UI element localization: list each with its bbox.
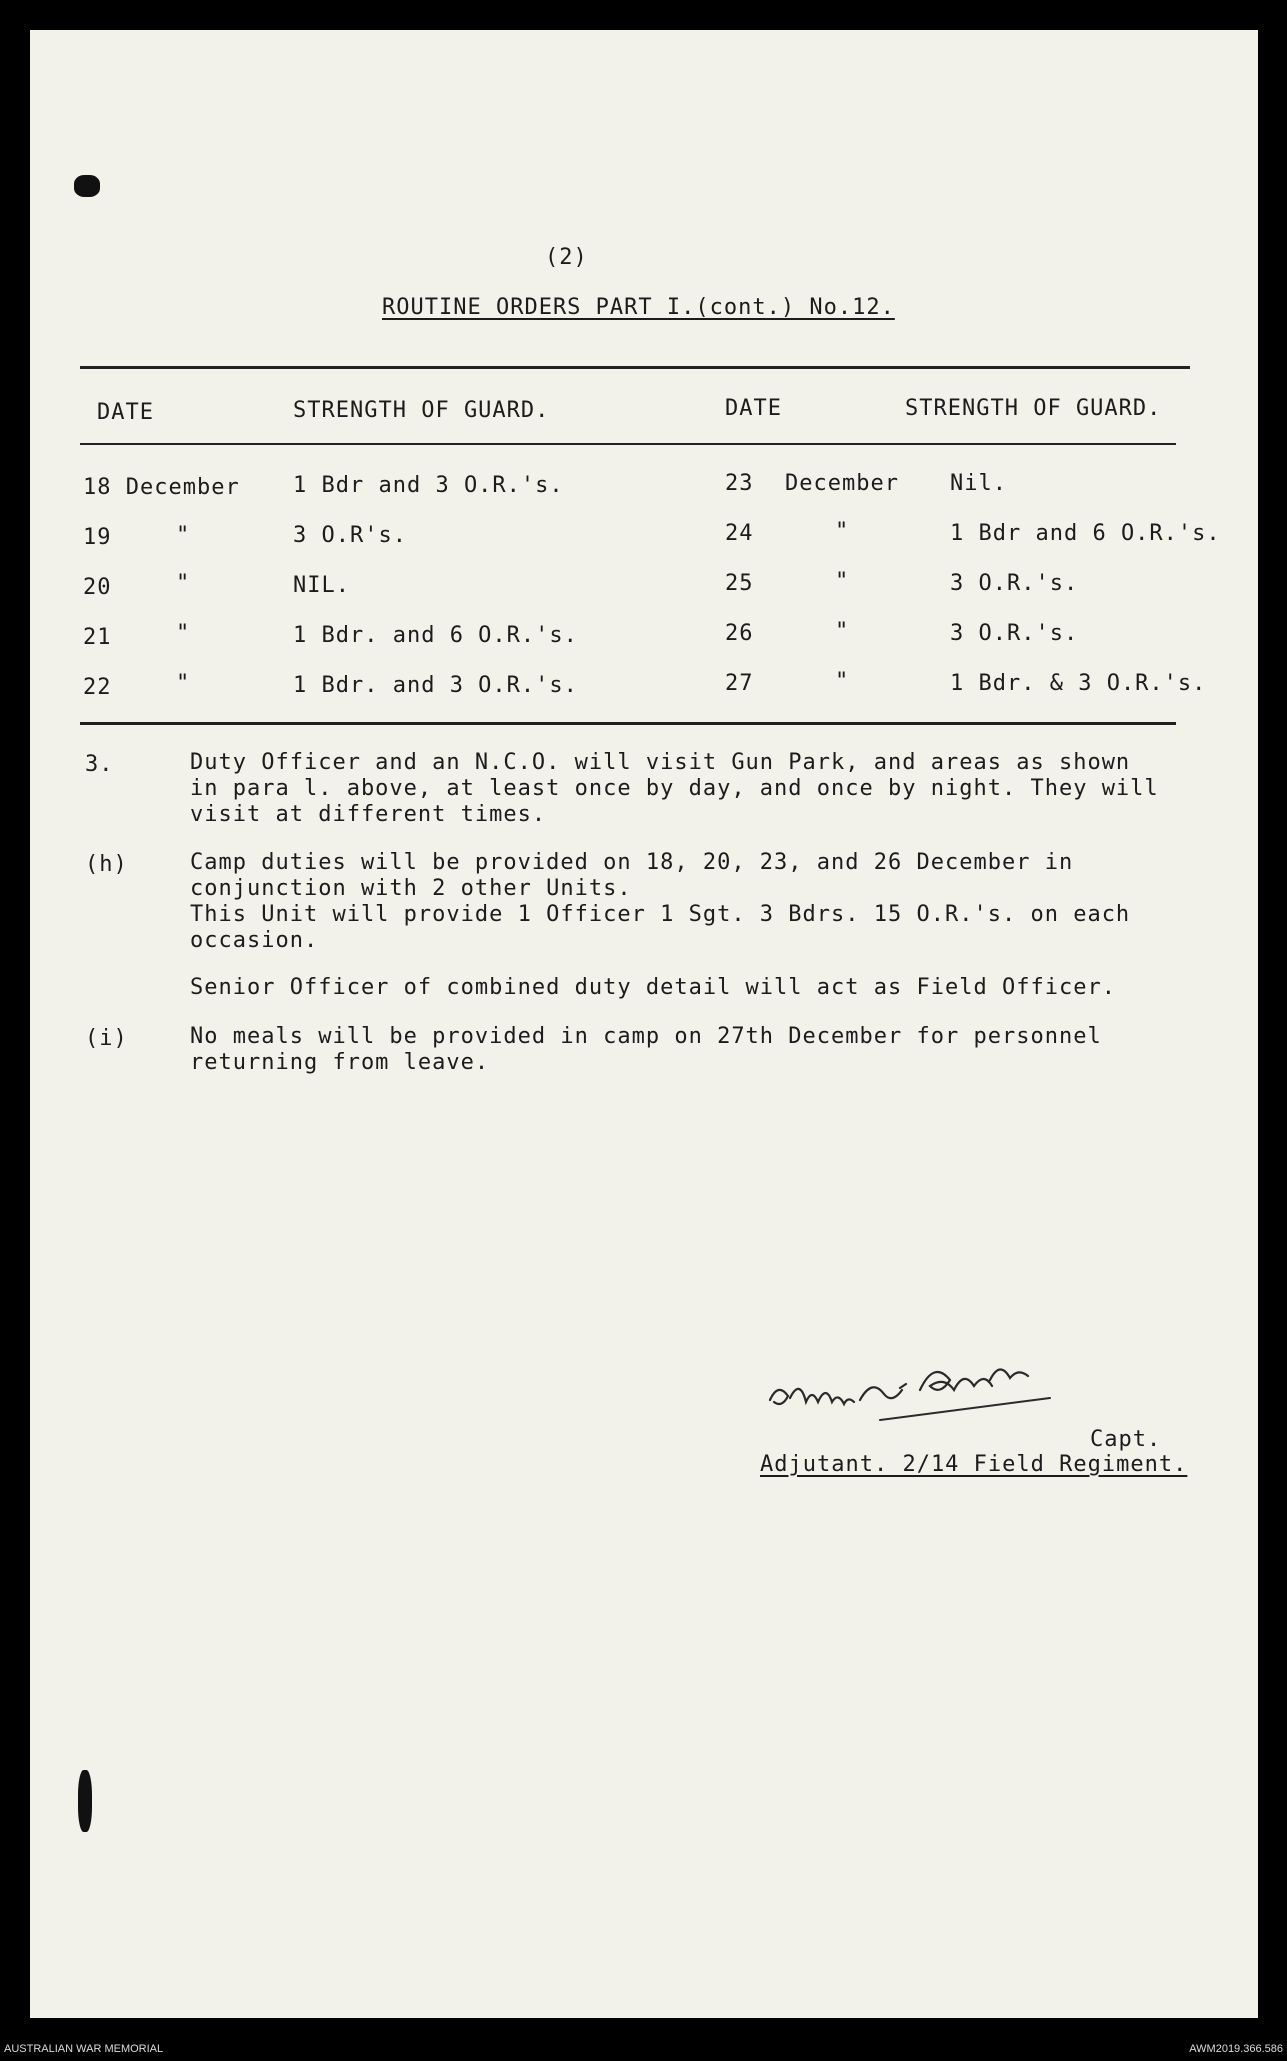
table-row: 21 (83, 625, 112, 650)
table-top-rule (80, 366, 1190, 369)
table-row: " (835, 619, 850, 644)
table-header-rule (80, 443, 1176, 445)
paragraph-label: 3. (85, 752, 114, 777)
table-row: 20 (83, 575, 112, 600)
table-row: December (785, 471, 899, 496)
paragraph-text: Duty Officer and an N.C.O. will visit Gun Park, and areas as shown in para l. above, at least once by day, and once by night. They will visit at different times. (190, 750, 1159, 827)
table-row: 1 Bdr and 6 O.R.'s. (950, 521, 1221, 546)
footer-archive-name: AUSTRALIAN WAR MEMORIAL (4, 2043, 164, 2055)
table-row: 1 Bdr. and 6 O.R.'s. (293, 623, 578, 648)
paragraph-label: (h) (85, 852, 128, 877)
table-row: " (176, 571, 191, 596)
table-row: " (176, 621, 191, 646)
table-row: 23 (725, 471, 754, 496)
paragraph-text: Camp duties will be provided on 18, 20, 23, and 26 December in conjunction with 2 other Units. This Unit will provide 1 Officer 1 Sgt. 3 Bdrs. 15 O.R.'s. on each occasion. (190, 850, 1131, 953)
table-row: 27 (725, 671, 754, 696)
table-row: " (835, 569, 850, 594)
table-row: 1 Bdr. & 3 O.R.'s. (950, 671, 1207, 696)
paragraph-text: Senior Officer of combined duty detail will act as Field Officer. (190, 975, 1116, 1000)
paragraph-text: No meals will be provided in camp on 27th December for personnel returning from leave. (190, 1024, 1102, 1075)
paragraph-label: (i) (85, 1026, 128, 1051)
signatory-rank: Capt. (1090, 1427, 1162, 1452)
table-header-strength-2: STRENGTH OF GUARD. (905, 396, 1162, 421)
page-number: (2) (545, 245, 588, 270)
table-row: 3 O.R's. (293, 523, 407, 548)
table-header-strength-1: STRENGTH OF GUARD. (293, 398, 550, 423)
table-header-date-1: DATE (97, 400, 154, 425)
table-row: " (835, 519, 850, 544)
table-row: 1 Bdr and 3 O.R.'s. (293, 473, 564, 498)
table-row: 22 (83, 675, 112, 700)
table-row: 26 (725, 621, 754, 646)
table-bottom-rule (80, 722, 1176, 725)
table-row: 24 (725, 521, 754, 546)
table-row: " (176, 671, 191, 696)
signatory-position: Adjutant. 2/14 Field Regiment. (760, 1452, 1188, 1477)
table-header-date-2: DATE (725, 396, 782, 421)
table-row: 18 December (83, 475, 240, 500)
table-row: 3 O.R.'s. (950, 571, 1079, 596)
punch-hole-top (74, 175, 100, 197)
table-row: " (835, 669, 850, 694)
table-row: 1 Bdr. and 3 O.R.'s. (293, 673, 578, 698)
document-page (30, 30, 1258, 2018)
table-row: NIL. (293, 573, 350, 598)
table-row: Nil. (950, 471, 1007, 496)
handwritten-signature (760, 1340, 1120, 1450)
table-row: 25 (725, 571, 754, 596)
table-row: 19 (83, 525, 112, 550)
footer-reference: AWM2019.366.586 (1189, 2043, 1283, 2055)
table-row: " (176, 523, 191, 548)
table-row: 3 O.R.'s. (950, 621, 1079, 646)
punch-hole-bottom (78, 1770, 92, 1832)
page-title: ROUTINE ORDERS PART I.(cont.) No.12. (382, 295, 895, 320)
